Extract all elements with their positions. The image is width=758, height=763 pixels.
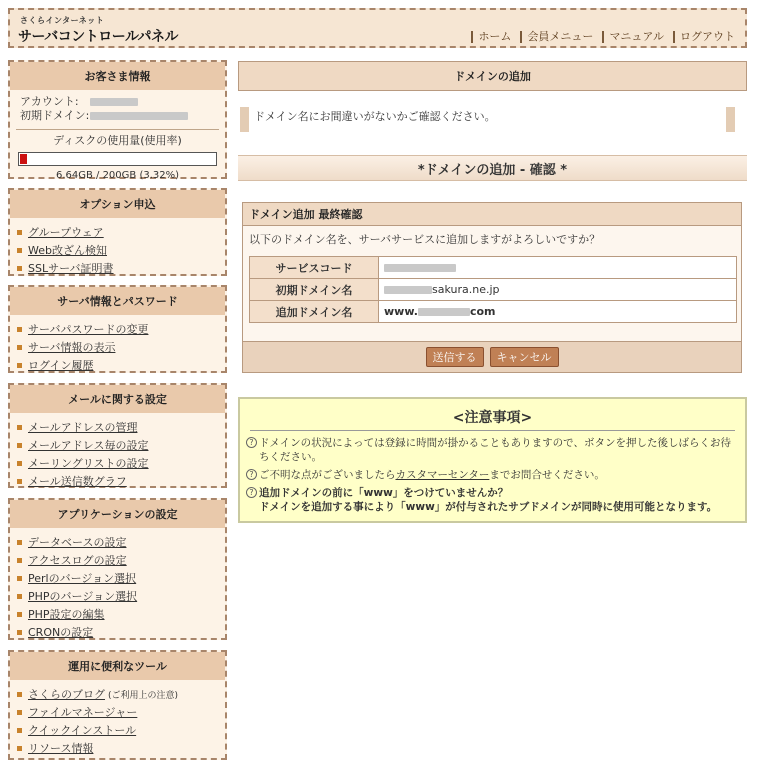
bullet-icon bbox=[17, 728, 22, 733]
initial-domain-name-value bbox=[379, 279, 737, 301]
service-code-value bbox=[379, 257, 737, 279]
bullet-icon bbox=[17, 363, 22, 368]
disk-usage-bar bbox=[18, 152, 217, 166]
initial-domain-row bbox=[10, 109, 225, 123]
page-title: ドメインの追加 bbox=[238, 61, 747, 91]
list-item bbox=[17, 436, 225, 454]
bullet-icon bbox=[17, 594, 22, 599]
top-nav bbox=[466, 31, 739, 43]
list-item bbox=[17, 703, 225, 721]
web-tamper-detect-link[interactable]: Web改ざん検知 bbox=[28, 244, 107, 257]
submit-button[interactable]: 送信する bbox=[426, 347, 484, 367]
disk-usage-fill bbox=[20, 154, 27, 164]
options-list bbox=[10, 218, 225, 283]
server-password-link[interactable]: サーバパスワードの変更 bbox=[28, 323, 149, 336]
notice-left-bar bbox=[240, 107, 249, 132]
access-log-link[interactable]: アクセスログの設定 bbox=[28, 554, 127, 567]
options-box bbox=[8, 188, 227, 276]
mail-settings-list bbox=[10, 413, 225, 496]
account-row bbox=[10, 95, 225, 109]
list-item bbox=[246, 468, 737, 482]
logo-small-text: さくらインターネット bbox=[20, 16, 105, 25]
confirm-box bbox=[242, 202, 742, 373]
server-info-box bbox=[8, 285, 227, 373]
list-item bbox=[17, 418, 225, 436]
table-row bbox=[250, 279, 737, 301]
initial-domain-name-label: 初期ドメイン名 bbox=[250, 279, 379, 301]
list-item bbox=[17, 623, 225, 641]
added-domain-prefix: www. bbox=[384, 305, 418, 318]
bullet-icon bbox=[17, 479, 22, 484]
tools-list bbox=[10, 680, 225, 763]
bullet-icon bbox=[17, 461, 22, 466]
caution-item-text: ドメインの状況によっては登録に時間が掛かることもありますので、ボタンを押した後しばらくお待ちください。 bbox=[259, 437, 731, 463]
header bbox=[8, 8, 747, 48]
customer-info-title: お客さま情報 bbox=[10, 62, 225, 90]
list-item bbox=[17, 454, 225, 472]
customer-info-box bbox=[8, 60, 227, 179]
question-icon: ? bbox=[246, 487, 257, 498]
bullet-icon bbox=[17, 266, 22, 271]
server-info-list bbox=[10, 315, 225, 380]
list-item bbox=[246, 436, 737, 464]
initial-domain-label: 初期ドメイン: bbox=[20, 109, 90, 122]
login-history-link[interactable]: ログイン履歴 bbox=[28, 359, 94, 372]
tools-title: 運用に便利なツール bbox=[10, 652, 225, 680]
bullet-icon bbox=[17, 425, 22, 430]
caution-box bbox=[238, 397, 747, 523]
list-item bbox=[17, 241, 225, 259]
ssl-cert-link[interactable]: SSLサーバ証明書 bbox=[28, 262, 114, 275]
list-item bbox=[17, 721, 225, 739]
list-item bbox=[17, 605, 225, 623]
mailing-list-link[interactable]: メーリングリストの設定 bbox=[28, 457, 149, 470]
added-domain-suffix: com bbox=[469, 305, 496, 318]
bullet-icon bbox=[17, 612, 22, 617]
list-item bbox=[17, 320, 225, 338]
nav-logout-link[interactable]: ログアウト bbox=[673, 31, 739, 43]
bullet-icon bbox=[17, 630, 22, 635]
server-info-link[interactable]: サーバ情報の表示 bbox=[28, 341, 116, 354]
notice-text: ドメイン名にお間違いがないかご確認ください。 bbox=[254, 110, 496, 123]
added-domain-name-value bbox=[379, 301, 737, 323]
nav-manual-link[interactable]: マニュアル bbox=[602, 31, 668, 43]
list-item bbox=[17, 551, 225, 569]
account-value-redacted bbox=[90, 98, 138, 106]
confirm-header: ドメイン追加 最終確認 bbox=[243, 203, 741, 226]
php-settings-link[interactable]: PHP設定の編集 bbox=[28, 608, 105, 621]
list-item bbox=[17, 472, 225, 490]
list-item bbox=[17, 569, 225, 587]
file-manager-link[interactable]: ファイルマネージャー bbox=[28, 706, 138, 719]
mail-settings-box bbox=[8, 383, 227, 488]
logo-title: サーバコントロールパネル bbox=[18, 29, 179, 45]
sakura-blog-link[interactable]: さくらのブログ bbox=[28, 688, 105, 701]
caution-title: <注意事項> bbox=[452, 410, 533, 426]
service-code-redacted bbox=[384, 264, 456, 272]
notice-right-bar bbox=[726, 107, 735, 132]
options-title: オプション申込 bbox=[10, 190, 225, 218]
cron-settings-link[interactable]: CRONの設定 bbox=[28, 626, 94, 639]
mail-send-graph-link[interactable]: メール送信数グラフ bbox=[28, 475, 127, 488]
bullet-icon bbox=[17, 746, 22, 751]
question-icon: ? bbox=[246, 469, 257, 480]
initial-domain-value-redacted bbox=[90, 112, 188, 120]
caution-item-suffix: までお問合せください。 bbox=[489, 469, 605, 481]
divider bbox=[250, 430, 735, 431]
bullet-icon bbox=[17, 443, 22, 448]
section-subtitle: *ドメインの追加 - 確認 * bbox=[238, 155, 747, 181]
list-item bbox=[17, 223, 225, 241]
confirm-table bbox=[249, 256, 737, 323]
perl-version-link[interactable]: Perlのバージョン選択 bbox=[28, 572, 137, 585]
php-version-link[interactable]: PHPのバージョン選択 bbox=[28, 590, 138, 603]
bullet-icon bbox=[17, 345, 22, 350]
bullet-icon bbox=[17, 327, 22, 332]
nav-home-link[interactable]: ホーム bbox=[471, 31, 515, 43]
list-item bbox=[17, 338, 225, 356]
list-item bbox=[17, 587, 225, 605]
mail-settings-title: メールに関する設定 bbox=[10, 385, 225, 413]
caution-item-text: 追加ドメインの前に「www」をつけていませんか？ bbox=[259, 487, 509, 499]
table-row bbox=[250, 301, 737, 323]
blog-note-link[interactable]: (ご利用上の注意) bbox=[108, 690, 179, 701]
list-item bbox=[17, 533, 225, 551]
list-item bbox=[246, 486, 737, 514]
server-info-title: サーバ情報とパスワード bbox=[10, 287, 225, 315]
tools-box bbox=[8, 650, 227, 760]
initial-domain-suffix: sakura.ne.jp bbox=[432, 283, 500, 296]
groupware-link[interactable]: グループウェア bbox=[28, 226, 104, 239]
table-row bbox=[250, 257, 737, 279]
question-icon: ? bbox=[246, 437, 257, 448]
list-item bbox=[17, 259, 225, 277]
domain-prefix-redacted bbox=[384, 286, 432, 294]
list-item bbox=[17, 356, 225, 374]
list-item bbox=[17, 685, 225, 703]
bullet-icon bbox=[17, 558, 22, 563]
bullet-icon bbox=[17, 540, 22, 545]
added-domain-redacted bbox=[418, 308, 470, 316]
quick-install-link[interactable]: クイックインストール bbox=[28, 724, 137, 737]
disk-usage-text: 6.64GB / 200GB (3.32%) bbox=[55, 170, 180, 181]
nav-member-menu-link[interactable]: 会員メニュー bbox=[520, 31, 597, 43]
database-settings-link[interactable]: データベースの設定 bbox=[28, 536, 127, 549]
disk-usage-title: ディスクの使用量(使用率) bbox=[53, 134, 182, 147]
added-domain-name-label: 追加ドメイン名 bbox=[250, 301, 379, 323]
bullet-icon bbox=[17, 230, 22, 235]
www-note-text: ドメインを追加する事により「www」が付与されたサブドメインが同時に使用可能となります。 bbox=[259, 501, 718, 513]
app-settings-list bbox=[10, 528, 225, 647]
customer-center-link[interactable]: カスタマーセンター bbox=[395, 469, 490, 481]
app-settings-box bbox=[8, 498, 227, 640]
caution-item-text: ご不明な点がございましたら bbox=[259, 469, 396, 481]
list-item bbox=[17, 739, 225, 757]
mail-address-manage-link[interactable]: メールアドレスの管理 bbox=[28, 421, 138, 434]
bullet-icon bbox=[17, 248, 22, 253]
bullet-icon bbox=[17, 710, 22, 715]
mail-address-settings-link[interactable]: メールアドレス毎の設定 bbox=[28, 439, 149, 452]
app-settings-title: アプリケーションの設定 bbox=[10, 500, 225, 528]
bullet-icon bbox=[17, 576, 22, 581]
cancel-button[interactable]: キャンセル bbox=[490, 347, 559, 367]
notice-message bbox=[240, 107, 735, 132]
confirm-footer bbox=[243, 341, 741, 372]
confirm-question: 以下のドメイン名を、サーバサービスに追加しますがよろしいですか？ bbox=[249, 233, 601, 246]
divider bbox=[16, 129, 219, 130]
resource-info-link[interactable]: リソース情報 bbox=[28, 742, 94, 755]
bullet-icon bbox=[17, 692, 22, 697]
account-label: アカウント: bbox=[20, 95, 79, 108]
caution-list bbox=[246, 436, 737, 514]
service-code-label: サービスコード bbox=[250, 257, 379, 279]
